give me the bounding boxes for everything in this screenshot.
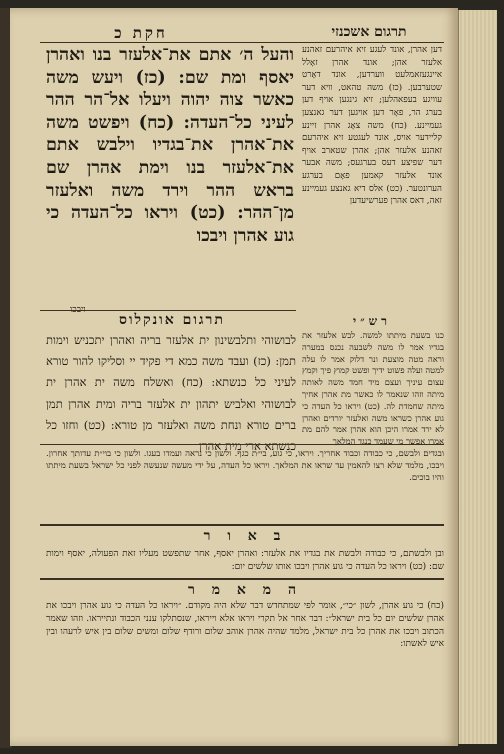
biur-text: ובן ולבשתם, כי כבודה ולבשת את בגדיו את אלעזר: ואהרן יאסף, אחר שתפשט מעליו זאת הפעולה, יאסף וימות שם: (כט) ויראו כל העדה כי גוע אהרן ויבכו אותו שלשים יום: — [46, 549, 444, 572]
torah-text: והעל ה׳ אתם את־אלעזר בנו ואהרן יאסף ומת שם: (כז) ויעש משה כאשר צוה יהוה ויעלו אל־הר ההר לעיני כל־העדה: (כח) ויפשט משה את־אהרן את־בגדיו וילבש אתם את־אלעזר בנו וימת אהרן שם בראש ההר וירד משה ואלעזר מן־ההר: (כט) ויראו כל־העדה כי גוע אהרן ויבכו — [46, 45, 294, 246]
page-edges — [458, 10, 497, 744]
hameamer-title: ה מ א מ ר — [187, 582, 302, 598]
onkelos-text: לבושוהי ותלבשינון ית אלעזר בריה ואהרן יתכניש וימות תמן: (כז) ועבד משה כמא די פקיד יי וסליקו להור טורא לעיני כל כנשתא: (כח) ואשלח משה ית אהרן ית לבושוהי ואלביש יתהון ית אלעזר בריה ומית אהרן תמן ברים טורא ונחת משה ואלעזר מן טורא: (כט) וחזו כל כנשתא ארי מית אהרן — [46, 333, 296, 454]
catchword: ויבכו — [70, 305, 86, 315]
book-page — [10, 8, 458, 746]
german-translation: דען אהרן, אונד לעגע זיא איהרעם זאהנע אלעזר אהן; אונד אהרן זאָלל איינגעזאמלעט ווערדען, אונד דאָרט שטערבען. (כז) משה טהאט, וויא דער עוויגע בעפאהלען; זיא גינגען אויף דען בערג הר, פאָר דען אויגען דער גאנצען געמיינע. (כח) משה צאָג אהרן זיינע קליידער אויס, אונד לעגטע זיא איהרעם זאהנע אלעזר אהן; אהרן שטארב אויף דער שפיצע דעס בערגעס; משה אבער אונד אלעזר קאמען פאָם בערגע הערונטער. (כט) אלס דיא גאנצע געמיינע זאה, דאס אהרן פערשיעדען — [302, 45, 442, 207]
commentary-rule — [40, 444, 444, 445]
rashi-title: רש״י — [352, 314, 392, 328]
header-rule — [40, 42, 444, 43]
biur-rule — [40, 524, 444, 526]
parsha-header: חקת כ — [114, 24, 168, 42]
hameamer-text: (כח) כי גוע אהרן, לשון ״כי״, אומר לפי שמתחדש דבר שלא היה מקודם. ״ויראו כל העדה כי גוע אהרן ויבכו את אהרן שלשים יום כל בית ישראל״: דבר אחר אל תקרי ויראו אלא וייראו, שנסתלקו ענני הכבוד ונתייראו. וזהו שאמר הכתוב ויבכו את אהרן כל בית ישראל, מלמד שהיה אהרן אוהב שלום ורודף שלום ומשים שלום בין איש לרעהו ובין איש לאשתו: — [46, 601, 444, 650]
onkelos-title: תרגום אונקלוס — [119, 312, 225, 328]
commentary-text: ובגדים ולבשם, כי כבודה וכבוד אחריך. ויראו, כי גוע, בי״ת כגף. ולשון כי נראה ועמדו בעגו. ולשון כי בוי״ת עדותך אחרון. ויבכו, מלמד שלא רצו להאמין עד שראו את המלאך. ויראו כל העדה, על ידי מעשה שנעשה לפני כל ישראל בשעת מיתתו והיו בוכים. — [46, 449, 444, 483]
biur-title: ב א ו ר — [203, 528, 287, 544]
targum-header: תרגום אשכנזי — [331, 24, 407, 40]
hameamer-rule — [40, 578, 444, 580]
rashi-text: כנו בשעת מיתתו למשה. לבש אלעזר את בגדיו אמר לו משה לשבעה נכנס במערה וראה מטה מוצעת ונר דלוק אמר לו עלה למטה ועלה פשוט ידיך ופשט קמוץ פיך וקמץ עצום עיניך ועצם מיד חמד משה לאותה מיתה וזהו שנאמר לו כאשר מת אהרן אחיך מיתה שחמדת לה. (כט) ויראו כל העדה כי גוע אהרן כשראו משה ואלעזר יורדים ואהרן לא ירד אמרו היכן הוא אהרן אמר להם מת אמרו אפשר מי שעמד כנגד המלאך — [302, 330, 444, 447]
